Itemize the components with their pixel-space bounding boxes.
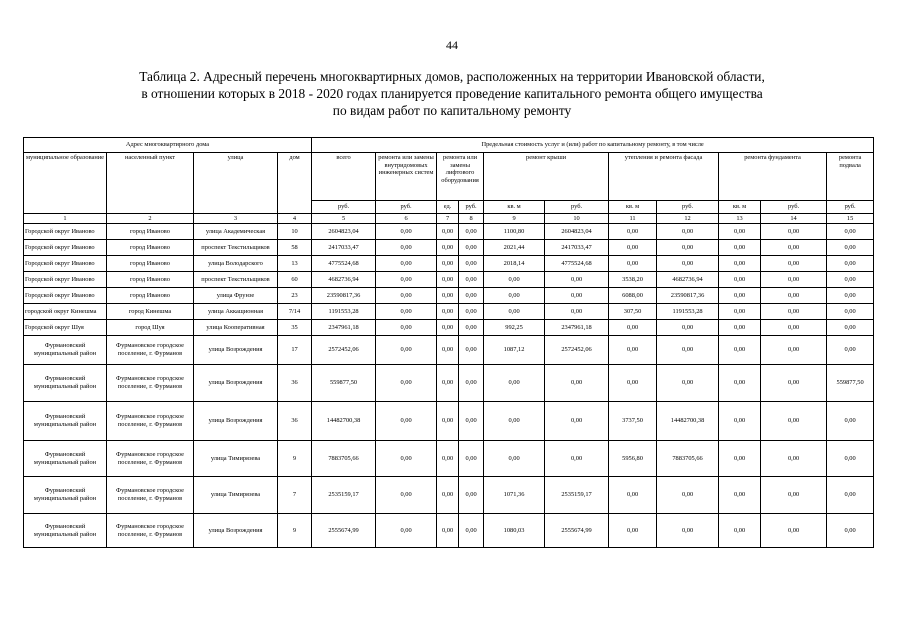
column-number-row bbox=[24, 214, 874, 224]
unit-cell: руб. bbox=[376, 201, 437, 214]
unit-cell: руб. bbox=[459, 201, 484, 214]
table-cell: 0,00 bbox=[609, 365, 657, 402]
table-cell: 0,00 bbox=[545, 304, 609, 320]
table-cell: 0,00 bbox=[459, 441, 484, 477]
header-facade: утепления и ремонта фасада bbox=[609, 153, 719, 201]
table-cell: 2572452,06 bbox=[545, 336, 609, 365]
table-cell: 2018,14 bbox=[484, 256, 545, 272]
table-cell: 0,00 bbox=[459, 402, 484, 441]
table-cell: 0,00 bbox=[827, 320, 874, 336]
table-cell: 0,00 bbox=[761, 272, 827, 288]
table-cell: 0,00 bbox=[719, 320, 761, 336]
table-cell: 0,00 bbox=[437, 365, 459, 402]
table-cell: 0,00 bbox=[719, 402, 761, 441]
table-cell: 1100,80 bbox=[484, 224, 545, 240]
table-cell: 0,00 bbox=[827, 288, 874, 304]
table-cell: 0,00 bbox=[484, 402, 545, 441]
header-address-group: Адрес многоквартирного дома bbox=[24, 138, 312, 153]
table-cell: 0,00 bbox=[484, 272, 545, 288]
unit-cell: руб. bbox=[761, 201, 827, 214]
table-cell: улица Возрождения bbox=[194, 365, 278, 402]
table-cell: Фурмановский муниципальный район bbox=[24, 336, 107, 365]
table-cell: 0,00 bbox=[376, 320, 437, 336]
table-cell: 0,00 bbox=[657, 514, 719, 548]
table-cell: 58 bbox=[278, 240, 312, 256]
table-cell: 0,00 bbox=[437, 441, 459, 477]
table-cell: 60 bbox=[278, 272, 312, 288]
table-cell: 0,00 bbox=[657, 224, 719, 240]
table-cell: Фурмановское городское поселение, г. Фурманов bbox=[107, 365, 194, 402]
unit-cell: руб. bbox=[312, 201, 376, 214]
table-cell: улица Тимирязева bbox=[194, 477, 278, 514]
header-utility: ремонта или замены внутридомовых инженерных систем bbox=[376, 153, 437, 201]
table-cell: 0,00 bbox=[657, 365, 719, 402]
header-settlement: населенный пункт bbox=[107, 153, 194, 214]
table-cell: 4775524,68 bbox=[545, 256, 609, 272]
table-cell: 0,00 bbox=[376, 477, 437, 514]
table-cell: 0,00 bbox=[459, 336, 484, 365]
table-title bbox=[70, 68, 834, 119]
column-number-cell: 7 bbox=[437, 214, 459, 224]
table-cell: 6088,00 bbox=[609, 288, 657, 304]
table-cell: 0,00 bbox=[761, 240, 827, 256]
table-row bbox=[24, 336, 874, 365]
table-cell: 0,00 bbox=[719, 477, 761, 514]
table-cell: 4775524,68 bbox=[312, 256, 376, 272]
table-cell: 0,00 bbox=[484, 288, 545, 304]
table-cell: проспект Текстильщиков bbox=[194, 272, 278, 288]
table-cell: 0,00 bbox=[459, 224, 484, 240]
column-number-cell: 11 bbox=[609, 214, 657, 224]
table-cell: Фурмановский муниципальный район bbox=[24, 402, 107, 441]
table-cell: 0,00 bbox=[376, 272, 437, 288]
table-cell: 0,00 bbox=[827, 514, 874, 548]
unit-cell: кв. м bbox=[609, 201, 657, 214]
table-cell: 0,00 bbox=[376, 441, 437, 477]
table-cell: 35 bbox=[278, 320, 312, 336]
table-cell: 0,00 bbox=[827, 224, 874, 240]
table-cell: 0,00 bbox=[437, 272, 459, 288]
table-cell: 14482700,38 bbox=[657, 402, 719, 441]
table-cell: 0,00 bbox=[459, 240, 484, 256]
table-cell: 0,00 bbox=[437, 336, 459, 365]
table-cell: 0,00 bbox=[761, 304, 827, 320]
table-cell: улица Фрунзе bbox=[194, 288, 278, 304]
table-cell: 0,00 bbox=[827, 441, 874, 477]
table-cell: 0,00 bbox=[719, 336, 761, 365]
column-number-cell: 5 bbox=[312, 214, 376, 224]
table-cell: 0,00 bbox=[376, 514, 437, 548]
table-cell: 9 bbox=[278, 441, 312, 477]
column-number-cell: 10 bbox=[545, 214, 609, 224]
table-cell: город Иваново bbox=[107, 288, 194, 304]
table-cell: 0,00 bbox=[437, 240, 459, 256]
table-cell: Городской округ Иваново bbox=[24, 224, 107, 240]
header-street: улица bbox=[194, 153, 278, 214]
table-cell: 0,00 bbox=[437, 402, 459, 441]
table-cell: 0,00 bbox=[545, 365, 609, 402]
table-cell: 0,00 bbox=[609, 477, 657, 514]
table-cell: 0,00 bbox=[719, 441, 761, 477]
column-number-cell: 14 bbox=[761, 214, 827, 224]
table-cell: город Иваново bbox=[107, 256, 194, 272]
table-cell: 2572452,06 bbox=[312, 336, 376, 365]
table-cell: 0,00 bbox=[719, 224, 761, 240]
table-cell: 0,00 bbox=[484, 365, 545, 402]
table-row bbox=[24, 320, 874, 336]
table-row bbox=[24, 514, 874, 548]
unit-cell: ед. bbox=[437, 201, 459, 214]
table-cell: 0,00 bbox=[459, 256, 484, 272]
table-cell: 0,00 bbox=[719, 240, 761, 256]
table-cell: 1191553,28 bbox=[657, 304, 719, 320]
table-cell: 0,00 bbox=[761, 477, 827, 514]
table-cell: улица Кооперативная bbox=[194, 320, 278, 336]
column-number-cell: 2 bbox=[107, 214, 194, 224]
table-cell: Городской округ Иваново bbox=[24, 288, 107, 304]
table-cell: улица Тимирязева bbox=[194, 441, 278, 477]
table-cell: 14482700,38 bbox=[312, 402, 376, 441]
table-cell: 23 bbox=[278, 288, 312, 304]
table-cell: 2417033,47 bbox=[545, 240, 609, 256]
table-cell: 0,00 bbox=[459, 304, 484, 320]
table-cell: 2417033,47 bbox=[312, 240, 376, 256]
table-cell: 0,00 bbox=[376, 288, 437, 304]
table-cell: 0,00 bbox=[761, 441, 827, 477]
table-cell: Фурмановское городское поселение, г. Фурманов bbox=[107, 402, 194, 441]
unit-cell: руб. bbox=[827, 201, 874, 214]
table-cell: 17 bbox=[278, 336, 312, 365]
table-cell: 0,00 bbox=[761, 320, 827, 336]
table-row bbox=[24, 256, 874, 272]
table-cell: 0,00 bbox=[609, 224, 657, 240]
table-cell: 7883705,66 bbox=[312, 441, 376, 477]
table-cell: 0,00 bbox=[437, 304, 459, 320]
table-cell: 0,00 bbox=[719, 272, 761, 288]
table-cell: 0,00 bbox=[719, 256, 761, 272]
table-cell: 0,00 bbox=[761, 224, 827, 240]
table-cell: Фурмановский муниципальный район bbox=[24, 477, 107, 514]
table-cell: 0,00 bbox=[484, 441, 545, 477]
table-cell: 0,00 bbox=[827, 256, 874, 272]
table-cell: 0,00 bbox=[827, 477, 874, 514]
table-cell: 0,00 bbox=[545, 441, 609, 477]
table-cell: 10 bbox=[278, 224, 312, 240]
table-cell: 0,00 bbox=[376, 224, 437, 240]
table-cell: 0,00 bbox=[459, 320, 484, 336]
table-cell: Фурмановский муниципальный район bbox=[24, 514, 107, 548]
table-row bbox=[24, 441, 874, 477]
table-cell: 0,00 bbox=[376, 336, 437, 365]
table-cell: 2604823,04 bbox=[545, 224, 609, 240]
table-cell: 2535159,17 bbox=[312, 477, 376, 514]
table-cell: 559877,50 bbox=[312, 365, 376, 402]
table-cell: Фурмановское городское поселение, г. Фурманов bbox=[107, 336, 194, 365]
column-number-cell: 1 bbox=[24, 214, 107, 224]
title-line: в отношении которых в 2018 - 2020 годах планируется проведение капитального ремонта общего имущества bbox=[141, 86, 763, 101]
table-cell: 0,00 bbox=[484, 304, 545, 320]
table-cell: город Шуя bbox=[107, 320, 194, 336]
header-cost-group: Предельная стоимость услуг и (или) работ по капитальному ремонту, в том числе bbox=[312, 138, 874, 153]
unit-cell: кв. м bbox=[719, 201, 761, 214]
table-cell: 0,00 bbox=[437, 224, 459, 240]
table-cell: 23590817,36 bbox=[312, 288, 376, 304]
unit-cell: руб. bbox=[545, 201, 609, 214]
table-cell: 0,00 bbox=[657, 336, 719, 365]
column-number-cell: 4 bbox=[278, 214, 312, 224]
table-cell: 0,00 bbox=[657, 320, 719, 336]
table-cell: 23590817,36 bbox=[657, 288, 719, 304]
table-cell: город Кинешма bbox=[107, 304, 194, 320]
table-cell: 0,00 bbox=[437, 256, 459, 272]
header-elevator: ремонта или замены лифтового оборудования bbox=[437, 153, 484, 201]
table-cell: 0,00 bbox=[376, 365, 437, 402]
header-roof: ремонт крыши bbox=[484, 153, 609, 201]
table-cell: Городской округ Иваново bbox=[24, 240, 107, 256]
title-line: по видам работ по капитальному ремонту bbox=[332, 103, 572, 118]
table-cell: 0,00 bbox=[761, 288, 827, 304]
table-row bbox=[24, 240, 874, 256]
table-row bbox=[24, 224, 874, 240]
table-cell: 0,00 bbox=[609, 320, 657, 336]
table-cell: 992,25 bbox=[484, 320, 545, 336]
table-cell: 2604823,04 bbox=[312, 224, 376, 240]
table-cell: улица Возрождения bbox=[194, 402, 278, 441]
column-number-cell: 15 bbox=[827, 214, 874, 224]
table-cell: 2535159,17 bbox=[545, 477, 609, 514]
table-cell: 7/14 bbox=[278, 304, 312, 320]
table-cell: Фурмановское городское поселение, г. Фурманов bbox=[107, 514, 194, 548]
table-row bbox=[24, 288, 874, 304]
table-cell: 0,00 bbox=[459, 477, 484, 514]
table-cell: город Иваново bbox=[107, 272, 194, 288]
table-cell: 559877,50 bbox=[827, 365, 874, 402]
column-number-cell: 8 bbox=[459, 214, 484, 224]
table-cell: 0,00 bbox=[761, 402, 827, 441]
table-cell: Городской округ Шуя bbox=[24, 320, 107, 336]
table-cell: 0,00 bbox=[459, 365, 484, 402]
table-cell: 0,00 bbox=[376, 402, 437, 441]
table-cell: 0,00 bbox=[761, 365, 827, 402]
table-cell: 0,00 bbox=[545, 402, 609, 441]
table-cell: 0,00 bbox=[376, 240, 437, 256]
header-group-row bbox=[24, 138, 874, 153]
table-cell: улица Возрождения bbox=[194, 336, 278, 365]
table-cell: 0,00 bbox=[719, 304, 761, 320]
table-cell: проспект Текстильщиков bbox=[194, 240, 278, 256]
table-cell: 0,00 bbox=[437, 288, 459, 304]
table-cell: 1087,12 bbox=[484, 336, 545, 365]
table-cell: городской округ Кинешма bbox=[24, 304, 107, 320]
table-cell: Фурмановский муниципальный район bbox=[24, 441, 107, 477]
table-cell: 0,00 bbox=[437, 477, 459, 514]
table-cell: 2347961,18 bbox=[312, 320, 376, 336]
table-cell: 0,00 bbox=[609, 336, 657, 365]
table-cell: 0,00 bbox=[437, 514, 459, 548]
table-cell: 0,00 bbox=[609, 514, 657, 548]
table-cell: улица Академическая bbox=[194, 224, 278, 240]
table-cell: 36 bbox=[278, 402, 312, 441]
table-cell: 1080,03 bbox=[484, 514, 545, 548]
table-cell: улица Возрождения bbox=[194, 514, 278, 548]
header-columns-row bbox=[24, 153, 874, 201]
title-line: Таблица 2. Адресный перечень многоквартирных домов, расположенных на территории Ивановской области, bbox=[139, 69, 765, 84]
table-cell: 0,00 bbox=[459, 272, 484, 288]
table-cell: 0,00 bbox=[657, 240, 719, 256]
table-cell: 0,00 bbox=[761, 256, 827, 272]
table-cell: город Иваново bbox=[107, 240, 194, 256]
column-number-cell: 12 bbox=[657, 214, 719, 224]
table-cell: 0,00 bbox=[545, 288, 609, 304]
table-cell: 0,00 bbox=[827, 272, 874, 288]
table-cell: 307,50 bbox=[609, 304, 657, 320]
table-cell: Городской округ Иваново bbox=[24, 272, 107, 288]
table-cell: 3737,50 bbox=[609, 402, 657, 441]
column-number-cell: 6 bbox=[376, 214, 437, 224]
table-cell: 0,00 bbox=[459, 514, 484, 548]
table-cell: 2555674,99 bbox=[312, 514, 376, 548]
table-cell: 0,00 bbox=[657, 477, 719, 514]
table-cell: 1071,36 bbox=[484, 477, 545, 514]
table-cell: 0,00 bbox=[827, 304, 874, 320]
table-cell: 2021,44 bbox=[484, 240, 545, 256]
unit-cell: руб. bbox=[657, 201, 719, 214]
unit-cell: кв. м bbox=[484, 201, 545, 214]
table-cell: 7883705,66 bbox=[657, 441, 719, 477]
table-cell: 0,00 bbox=[827, 240, 874, 256]
table-cell: 0,00 bbox=[376, 304, 437, 320]
table-cell: 0,00 bbox=[761, 514, 827, 548]
table-cell: Городской округ Иваново bbox=[24, 256, 107, 272]
header-basement: ремонта подвала bbox=[827, 153, 874, 201]
table-cell: 4682736,94 bbox=[657, 272, 719, 288]
header-foundation: ремонта фундамента bbox=[719, 153, 827, 201]
table-cell: 2555674,99 bbox=[545, 514, 609, 548]
table-cell: Фурмановское городское поселение, г. Фурманов bbox=[107, 477, 194, 514]
table-cell: 4682736,94 bbox=[312, 272, 376, 288]
table-cell: 2347961,18 bbox=[545, 320, 609, 336]
table-cell: 0,00 bbox=[437, 320, 459, 336]
column-number-cell: 3 bbox=[194, 214, 278, 224]
table-cell: 0,00 bbox=[827, 402, 874, 441]
table-cell: 0,00 bbox=[376, 256, 437, 272]
table-cell: 0,00 bbox=[609, 256, 657, 272]
header-municipality: муниципальное образование bbox=[24, 153, 107, 214]
table-cell: 0,00 bbox=[719, 288, 761, 304]
table-cell: 3538,20 bbox=[609, 272, 657, 288]
table-row bbox=[24, 272, 874, 288]
table-cell: 13 bbox=[278, 256, 312, 272]
table-cell: 0,00 bbox=[719, 514, 761, 548]
table-cell: 0,00 bbox=[719, 365, 761, 402]
address-table bbox=[23, 137, 874, 548]
table-cell: Фурмановское городское поселение, г. Фурманов bbox=[107, 441, 194, 477]
table-cell: улица Володарского bbox=[194, 256, 278, 272]
table-cell: город Иваново bbox=[107, 224, 194, 240]
table-cell: 1191553,28 bbox=[312, 304, 376, 320]
header-house: дом bbox=[278, 153, 312, 214]
column-number-cell: 13 bbox=[719, 214, 761, 224]
table-cell: 7 bbox=[278, 477, 312, 514]
table-row bbox=[24, 365, 874, 402]
table-cell: 0,00 bbox=[657, 256, 719, 272]
table-cell: 0,00 bbox=[545, 272, 609, 288]
table-cell: 36 bbox=[278, 365, 312, 402]
table-cell: Фурмановский муниципальный район bbox=[24, 365, 107, 402]
page-number: 44 bbox=[446, 38, 458, 52]
table-row bbox=[24, 304, 874, 320]
table-cell: улица Аккащионная bbox=[194, 304, 278, 320]
table-row bbox=[24, 402, 874, 441]
table-cell: 5956,80 bbox=[609, 441, 657, 477]
table-cell: 0,00 bbox=[827, 336, 874, 365]
table-cell: 0,00 bbox=[761, 336, 827, 365]
header-total: всего bbox=[312, 153, 376, 201]
table-cell: 9 bbox=[278, 514, 312, 548]
table-cell: 0,00 bbox=[609, 240, 657, 256]
table-cell: 0,00 bbox=[459, 288, 484, 304]
table-row bbox=[24, 477, 874, 514]
column-number-cell: 9 bbox=[484, 214, 545, 224]
